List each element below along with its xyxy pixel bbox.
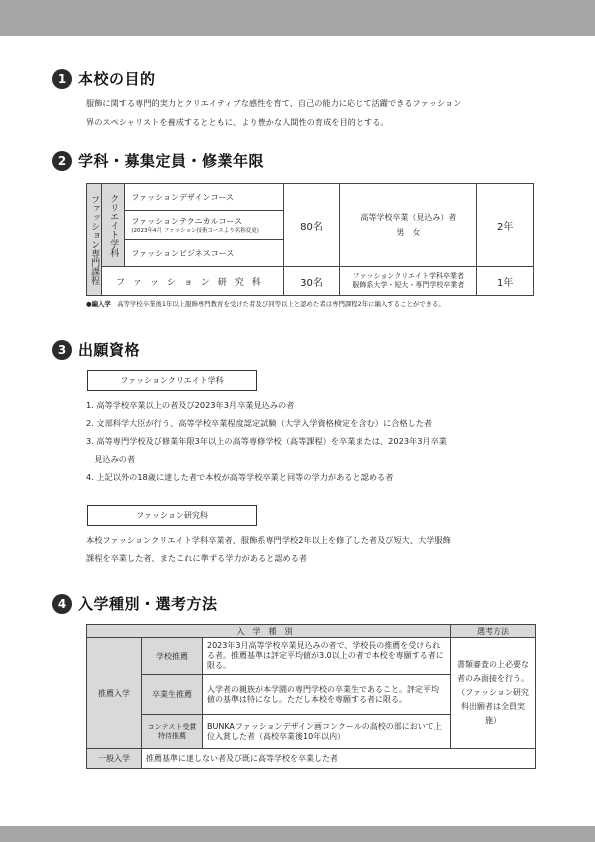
dept-label-box: ファッションクリエイト学科 bbox=[87, 370, 257, 391]
method-cell: 書類審査の上必要な者のみ面接を行う。（ファッション研究科出願者は全員実施） bbox=[451, 638, 536, 749]
research-cell: ファッション研究科 bbox=[102, 267, 284, 296]
departments-table bbox=[86, 183, 534, 296]
section-3-heading bbox=[52, 339, 140, 360]
research-eligibility bbox=[86, 531, 546, 567]
course-cell: ファッションテクニカルコース (2023年4月 ファッション技術コースより名称変更) bbox=[125, 211, 283, 240]
purpose-line: 服飾に関する専門的実力とクリエイティブな感性を育て、自己の能力に応じて活躍できるファッション bbox=[86, 98, 462, 108]
section-number-badge: 2 bbox=[52, 151, 72, 171]
qualification-cell: ファッションクリエイト学科卒業者 服飾系大学・短大・専門学校卒業者 bbox=[340, 267, 477, 296]
bottom-bar bbox=[0, 826, 595, 842]
description-cell: 2023年3月高等学校卒業見込みの者で、学校長の推薦を受けられる者。推薦基準は評定平均値が3.0以上の者で本校を専願する者に限る。 bbox=[203, 638, 451, 675]
general-cell: 一般入学 bbox=[87, 749, 142, 769]
section-number-badge: 4 bbox=[52, 594, 72, 614]
section-title: 本校の目的 bbox=[78, 70, 156, 88]
transfer-note: ●編入学 高等学校卒業後1年以上服飾専門教育を受けた者及び同等以上と認めた者は専門課程2年に編入することができる。 bbox=[86, 300, 445, 308]
program-label: ファッション専門課程 bbox=[87, 184, 102, 296]
course-cell: ファッションデザインコース bbox=[125, 184, 283, 211]
list-item: 見込みの者 bbox=[86, 454, 136, 464]
section-title: 出願資格 bbox=[78, 341, 141, 359]
purpose-text bbox=[86, 94, 546, 132]
section-2-heading bbox=[52, 150, 264, 171]
dept-label: クリエイト学科 bbox=[102, 184, 125, 267]
list-item: 2. 文部科学大臣が行う、高等学校卒業程度認定試験（大学入学資格検定を含む）に合格した者 bbox=[86, 418, 433, 428]
description-cell: 入学者の親族が本学園の専門学校の卒業生であること。評定平均値の基準は特になし。ただし本校を専願する者に限る。 bbox=[203, 675, 451, 715]
purpose-line: 界のスペシャリストを養成するとともに、より豊かな人間性の育成を目的とする。 bbox=[86, 117, 389, 127]
list-item: 本校ファッションクリエイト学科卒業者、服飾系専門学校2年以上を修了した者及び短大、大学服飾 bbox=[86, 535, 451, 545]
general-description: 推薦基準に達しない者及び既に高等学校を卒業した者 bbox=[142, 749, 451, 769]
eligibility-list bbox=[86, 396, 546, 486]
years-cell: 1年 bbox=[477, 267, 534, 296]
description-cell: BUNKAファッションデザイン画コンクールの高校の部において上位入賞した者（高校卒業後10年以内） bbox=[203, 715, 451, 749]
section-1-heading bbox=[52, 68, 156, 89]
method-header: 選考方法 bbox=[451, 625, 536, 638]
list-item: 3. 高等専門学校及び修業年限3年以上の高等専修学校（高等課程）を卒業または、2023年3月卒業 bbox=[86, 436, 447, 446]
list-item: 4. 上記以外の18歳に達した者で本校が高等学校卒業と同等の学力があると認める者 bbox=[86, 472, 394, 482]
admission-table bbox=[86, 624, 536, 769]
section-number-badge: 1 bbox=[52, 69, 72, 89]
capacity-cell: 80名 bbox=[283, 184, 340, 267]
empty-cell bbox=[451, 749, 536, 769]
subtype-cell: コンテスト受賞特待推薦 bbox=[142, 715, 203, 749]
section-4-heading bbox=[52, 593, 218, 614]
section-number-badge: 3 bbox=[52, 340, 72, 360]
qualification-cell: 高等学校卒業（見込み）者 男 女 bbox=[340, 184, 477, 267]
list-item: 課程を卒業した者、またこれに準ずる学力があると認める者 bbox=[86, 553, 308, 563]
research-label-box: ファッション研究科 bbox=[87, 505, 257, 526]
years-cell: 2年 bbox=[477, 184, 534, 267]
subtype-cell: 学校推薦 bbox=[142, 638, 203, 675]
course-cell: ファッションビジネスコース bbox=[125, 240, 283, 267]
list-item: 1. 高等学校卒業以上の者及び2023年3月卒業見込みの者 bbox=[86, 400, 295, 410]
section-title: 学科・募集定員・修業年限 bbox=[78, 152, 265, 170]
capacity-cell: 30名 bbox=[283, 267, 340, 296]
type-header: 入学種別 bbox=[87, 625, 451, 638]
subtype-cell: 卒業生推薦 bbox=[142, 675, 203, 715]
recommend-cell: 推薦入学 bbox=[87, 638, 142, 749]
section-title: 入学種別・選考方法 bbox=[78, 595, 218, 613]
top-bar bbox=[0, 0, 595, 36]
